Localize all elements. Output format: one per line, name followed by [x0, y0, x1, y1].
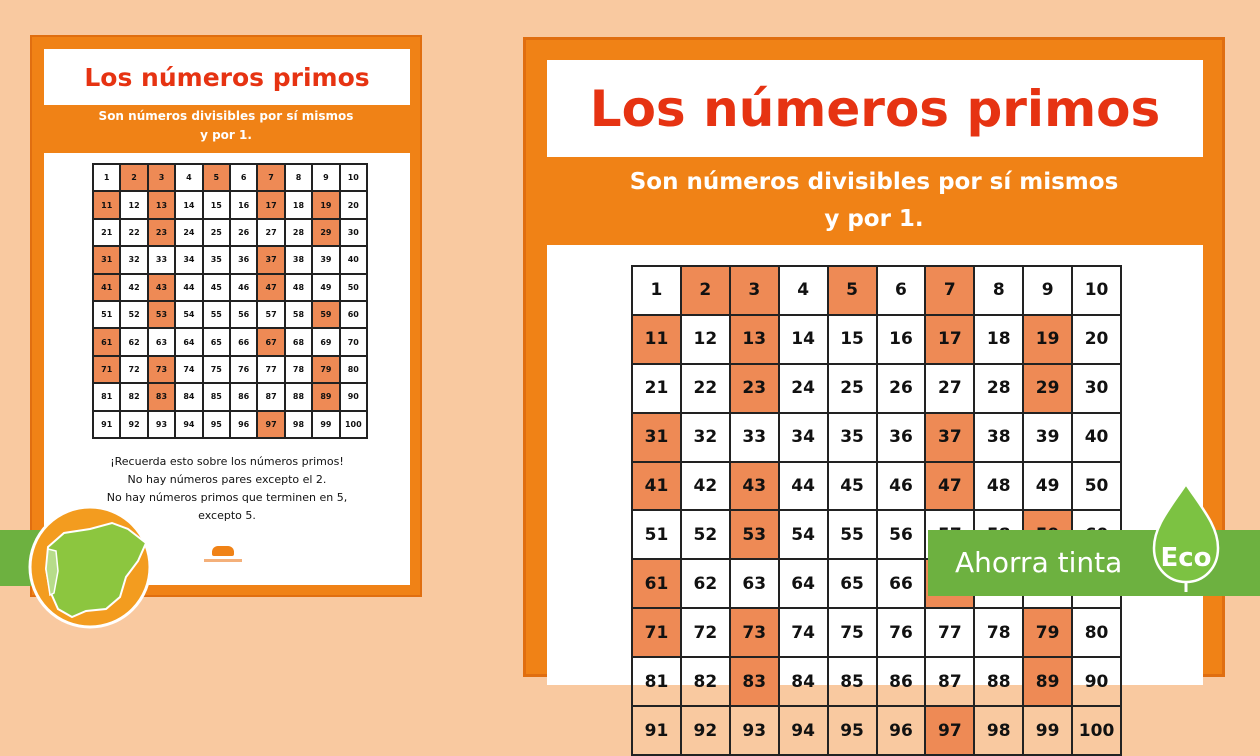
note-line: No hay números primos que terminen en 5, — [106, 491, 348, 504]
number-cell: 55 — [203, 301, 230, 328]
eco-banner-text: Ahorra tinta — [955, 546, 1123, 579]
number-cell: 72 — [120, 356, 147, 383]
number-cell: 14 — [779, 315, 828, 364]
number-cell: 22 — [681, 364, 730, 413]
number-cell: 36 — [877, 413, 926, 462]
number-cell: 49 — [1023, 462, 1072, 511]
number-cell: 51 — [93, 301, 120, 328]
prime-cell: 89 — [312, 383, 339, 410]
prime-cell: 41 — [632, 462, 681, 511]
logo-subtext — [204, 559, 242, 562]
prime-cell: 41 — [93, 274, 120, 301]
prime-cell: 7 — [925, 266, 974, 315]
number-cell: 91 — [632, 706, 681, 755]
number-cell: 15 — [828, 315, 877, 364]
prime-cell: 97 — [257, 411, 284, 438]
number-cell: 27 — [925, 364, 974, 413]
number-cell: 82 — [120, 383, 147, 410]
number-cell: 77 — [257, 356, 284, 383]
number-cell: 75 — [828, 608, 877, 657]
number-cell: 93 — [148, 411, 175, 438]
number-cell: 85 — [828, 657, 877, 706]
prime-cell: 23 — [148, 219, 175, 246]
number-cell: 99 — [312, 411, 339, 438]
number-cell: 49 — [312, 274, 339, 301]
number-cell: 78 — [285, 356, 312, 383]
number-cell: 96 — [230, 411, 257, 438]
number-cell: 64 — [779, 559, 828, 608]
prime-cell: 43 — [730, 462, 779, 511]
number-cell: 68 — [285, 328, 312, 355]
note-line: No hay números pares excepto el 2. — [127, 473, 327, 486]
number-cell: 33 — [148, 246, 175, 273]
number-cell: 65 — [203, 328, 230, 355]
prime-cell: 43 — [148, 274, 175, 301]
number-cell: 57 — [257, 301, 284, 328]
prime-cell: 11 — [93, 191, 120, 218]
prime-cell: 71 — [93, 356, 120, 383]
number-cell: 86 — [230, 383, 257, 410]
prime-cell: 53 — [148, 301, 175, 328]
prime-cell: 17 — [257, 191, 284, 218]
number-cell: 35 — [828, 413, 877, 462]
prime-cell: 2 — [681, 266, 730, 315]
number-cell: 72 — [681, 608, 730, 657]
number-cell: 84 — [779, 657, 828, 706]
number-cell: 45 — [203, 274, 230, 301]
number-cell: 22 — [120, 219, 147, 246]
prime-cell: 53 — [730, 510, 779, 559]
number-cell: 82 — [681, 657, 730, 706]
number-cell: 46 — [230, 274, 257, 301]
number-cell: 4 — [779, 266, 828, 315]
number-cell: 10 — [340, 164, 367, 191]
prime-cell: 17 — [925, 315, 974, 364]
number-cell: 9 — [312, 164, 339, 191]
number-cell: 60 — [340, 301, 367, 328]
number-cell: 16 — [877, 315, 926, 364]
number-cell: 50 — [1072, 462, 1121, 511]
eco-label: Eco — [1160, 543, 1212, 573]
number-cell: 35 — [203, 246, 230, 273]
number-cell: 48 — [974, 462, 1023, 511]
number-cell: 94 — [175, 411, 202, 438]
number-cell: 65 — [828, 559, 877, 608]
number-cell: 96 — [877, 706, 926, 755]
number-cell: 32 — [681, 413, 730, 462]
number-cell: 40 — [1072, 413, 1121, 462]
number-cell: 9 — [1023, 266, 1072, 315]
prime-cell: 37 — [257, 246, 284, 273]
prime-cell: 19 — [312, 191, 339, 218]
number-cell: 66 — [877, 559, 926, 608]
number-cell: 4 — [175, 164, 202, 191]
prime-cell: 7 — [257, 164, 284, 191]
number-cell: 69 — [312, 328, 339, 355]
prime-cell: 47 — [925, 462, 974, 511]
prime-cell: 5 — [203, 164, 230, 191]
title-box — [547, 60, 1203, 157]
prime-cell: 71 — [632, 608, 681, 657]
number-cell: 25 — [828, 364, 877, 413]
spain-map-icon — [28, 505, 152, 629]
number-cell: 99 — [1023, 706, 1072, 755]
number-cell: 1 — [632, 266, 681, 315]
number-cell: 18 — [974, 315, 1023, 364]
number-cell: 6 — [230, 164, 257, 191]
prime-cell: 31 — [93, 246, 120, 273]
number-cell: 54 — [779, 510, 828, 559]
poster-subtitle: Son números divisibles por sí mismos y por 1. — [629, 169, 1119, 232]
prime-cell: 83 — [148, 383, 175, 410]
number-cell: 8 — [285, 164, 312, 191]
number-cell: 50 — [340, 274, 367, 301]
number-cell: 33 — [730, 413, 779, 462]
hundred-chart — [92, 163, 368, 439]
number-cell: 34 — [175, 246, 202, 273]
prime-cell: 79 — [312, 356, 339, 383]
hundred-chart — [631, 265, 1122, 756]
prime-cell: 19 — [1023, 315, 1072, 364]
number-cell: 24 — [779, 364, 828, 413]
number-cell: 52 — [681, 510, 730, 559]
number-cell: 56 — [230, 301, 257, 328]
number-cell: 81 — [632, 657, 681, 706]
logo-icon — [212, 546, 234, 556]
prime-cell: 3 — [730, 266, 779, 315]
number-cell: 86 — [877, 657, 926, 706]
number-cell: 76 — [230, 356, 257, 383]
number-cell: 18 — [285, 191, 312, 218]
number-cell: 51 — [632, 510, 681, 559]
number-cell: 39 — [312, 246, 339, 273]
prime-cell: 2 — [120, 164, 147, 191]
prime-cell: 61 — [93, 328, 120, 355]
number-cell: 88 — [974, 657, 1023, 706]
number-cell: 36 — [230, 246, 257, 273]
number-cell: 1 — [93, 164, 120, 191]
prime-cell: 59 — [312, 301, 339, 328]
number-cell: 88 — [285, 383, 312, 410]
prime-cell: 67 — [257, 328, 284, 355]
number-cell: 12 — [681, 315, 730, 364]
number-cell: 74 — [175, 356, 202, 383]
number-cell: 77 — [925, 608, 974, 657]
number-cell: 42 — [120, 274, 147, 301]
prime-cell: 97 — [925, 706, 974, 755]
prime-cell: 79 — [1023, 608, 1072, 657]
number-cell: 26 — [230, 219, 257, 246]
number-cell: 81 — [93, 383, 120, 410]
prime-cell: 47 — [257, 274, 284, 301]
number-cell: 58 — [285, 301, 312, 328]
number-cell: 55 — [828, 510, 877, 559]
prime-cell: 29 — [312, 219, 339, 246]
prime-cell: 13 — [148, 191, 175, 218]
number-cell: 12 — [120, 191, 147, 218]
note-line: excepto 5. — [198, 509, 256, 522]
number-cell: 44 — [779, 462, 828, 511]
number-cell: 26 — [877, 364, 926, 413]
number-cell: 21 — [632, 364, 681, 413]
number-cell: 24 — [175, 219, 202, 246]
number-cell: 100 — [1072, 706, 1121, 755]
prime-cell: 89 — [1023, 657, 1072, 706]
poster-title: Los números primos — [589, 79, 1161, 138]
number-cell: 56 — [877, 510, 926, 559]
number-cell: 6 — [877, 266, 926, 315]
number-cell: 66 — [230, 328, 257, 355]
number-cell: 10 — [1072, 266, 1121, 315]
prime-cell: 13 — [730, 315, 779, 364]
prime-cell: 61 — [632, 559, 681, 608]
prime-cell: 73 — [148, 356, 175, 383]
number-cell: 42 — [681, 462, 730, 511]
prime-cell: 83 — [730, 657, 779, 706]
number-cell: 27 — [257, 219, 284, 246]
number-cell: 34 — [779, 413, 828, 462]
number-cell: 25 — [203, 219, 230, 246]
prime-cell: 73 — [730, 608, 779, 657]
prime-cell: 3 — [148, 164, 175, 191]
title-box — [44, 49, 410, 105]
number-cell: 44 — [175, 274, 202, 301]
note-line: ¡Recuerda esto sobre los números primos! — [110, 455, 344, 468]
number-cell: 52 — [120, 301, 147, 328]
number-cell: 87 — [257, 383, 284, 410]
poster-body — [547, 245, 1203, 741]
number-cell: 90 — [1072, 657, 1121, 706]
number-cell: 15 — [203, 191, 230, 218]
number-cell: 98 — [285, 411, 312, 438]
number-cell: 40 — [340, 246, 367, 273]
number-cell: 75 — [203, 356, 230, 383]
number-cell: 78 — [974, 608, 1023, 657]
number-cell: 8 — [974, 266, 1023, 315]
number-cell: 70 — [340, 328, 367, 355]
number-cell: 76 — [877, 608, 926, 657]
prime-cell: 23 — [730, 364, 779, 413]
number-cell: 48 — [285, 274, 312, 301]
prime-cell: 5 — [828, 266, 877, 315]
number-cell: 92 — [120, 411, 147, 438]
number-cell: 84 — [175, 383, 202, 410]
number-cell: 20 — [1072, 315, 1121, 364]
number-cell: 45 — [828, 462, 877, 511]
number-cell: 90 — [340, 383, 367, 410]
number-cell: 14 — [175, 191, 202, 218]
number-cell: 39 — [1023, 413, 1072, 462]
number-cell: 100 — [340, 411, 367, 438]
number-cell: 95 — [203, 411, 230, 438]
number-cell: 92 — [681, 706, 730, 755]
prime-cell: 29 — [1023, 364, 1072, 413]
number-cell: 38 — [285, 246, 312, 273]
number-cell: 30 — [340, 219, 367, 246]
number-cell: 32 — [120, 246, 147, 273]
number-cell: 16 — [230, 191, 257, 218]
number-cell: 28 — [974, 364, 1023, 413]
prime-cell: 37 — [925, 413, 974, 462]
number-cell: 91 — [93, 411, 120, 438]
number-cell: 95 — [828, 706, 877, 755]
number-cell: 62 — [681, 559, 730, 608]
poster-subtitle: Son números divisibles por sí mismos y por 1. — [98, 109, 354, 142]
number-cell: 94 — [779, 706, 828, 755]
number-cell: 74 — [779, 608, 828, 657]
number-cell: 64 — [175, 328, 202, 355]
number-cell: 80 — [340, 356, 367, 383]
prime-cell: 31 — [632, 413, 681, 462]
number-cell: 21 — [93, 219, 120, 246]
number-cell: 28 — [285, 219, 312, 246]
poster-title: Los números primos — [84, 62, 370, 92]
number-cell: 63 — [148, 328, 175, 355]
number-cell: 63 — [730, 559, 779, 608]
prime-cell: 11 — [632, 315, 681, 364]
number-cell: 38 — [974, 413, 1023, 462]
number-cell: 20 — [340, 191, 367, 218]
number-cell: 98 — [974, 706, 1023, 755]
number-cell: 30 — [1072, 364, 1121, 413]
number-cell: 87 — [925, 657, 974, 706]
number-cell: 85 — [203, 383, 230, 410]
number-cell: 46 — [877, 462, 926, 511]
number-cell: 80 — [1072, 608, 1121, 657]
number-cell: 62 — [120, 328, 147, 355]
number-cell: 54 — [175, 301, 202, 328]
number-cell: 93 — [730, 706, 779, 755]
